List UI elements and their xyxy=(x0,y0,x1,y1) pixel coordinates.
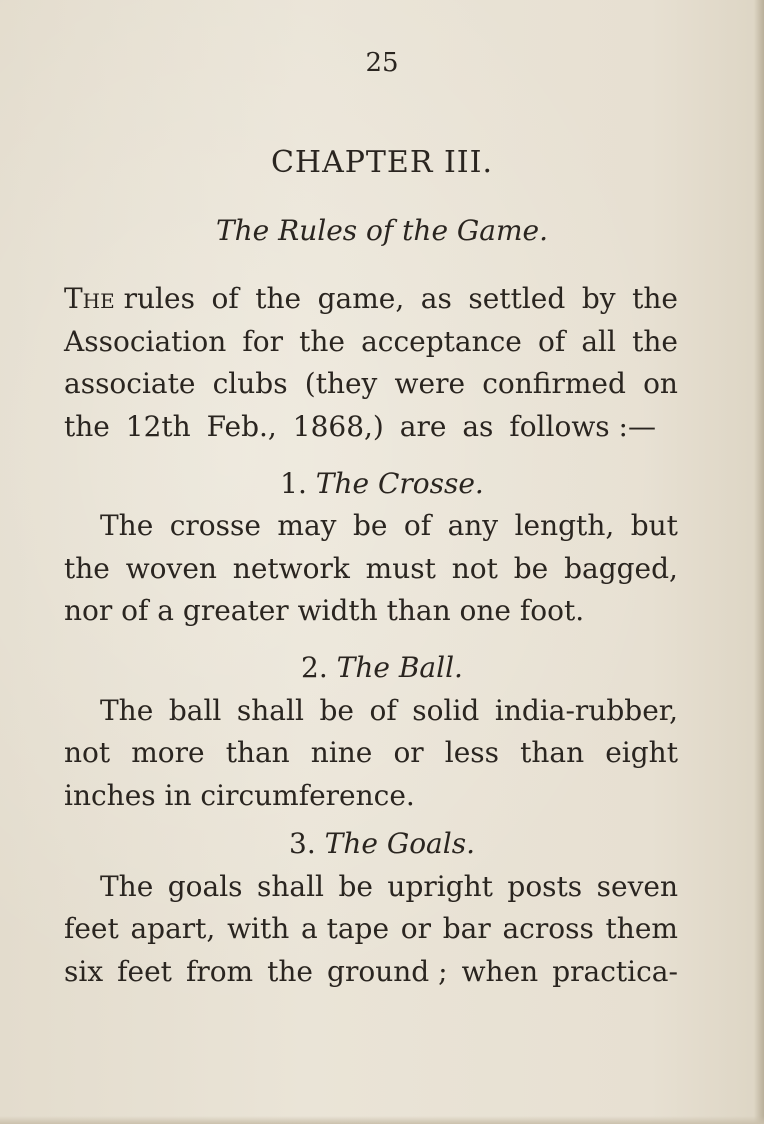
word: than xyxy=(225,736,290,769)
word: or xyxy=(393,736,424,769)
rule-title: The Crosse. xyxy=(315,467,484,500)
word: bagged, xyxy=(564,552,678,585)
word: confirmed xyxy=(482,367,626,400)
word: woven xyxy=(125,552,217,585)
word: any xyxy=(447,509,499,542)
rule-1-line-3: nor of a greater width than one foot. xyxy=(64,594,585,627)
word: nine xyxy=(310,736,373,769)
word: associate xyxy=(64,367,196,400)
word: must xyxy=(365,552,436,585)
word: all xyxy=(581,325,616,358)
word: not xyxy=(64,736,111,769)
intro-line-1 xyxy=(64,282,678,316)
intro-line-3 xyxy=(64,367,678,401)
intro-line-4 xyxy=(64,410,656,444)
rule-3-heading xyxy=(0,827,764,861)
word: of xyxy=(369,694,397,727)
word: as xyxy=(420,282,452,315)
word: solid xyxy=(412,694,480,727)
word: but xyxy=(630,509,678,542)
word: the xyxy=(255,282,302,315)
rule-title: The Ball. xyxy=(336,651,463,684)
word: for xyxy=(242,325,283,358)
rule-1-line-2 xyxy=(64,552,678,586)
word: india-rubber, xyxy=(494,694,678,727)
word: the xyxy=(267,955,313,988)
intro-lead-small-caps: The xyxy=(64,282,115,315)
word: upright xyxy=(387,870,493,903)
word: be xyxy=(352,509,388,542)
word: 12th xyxy=(125,410,191,443)
page-number: 25 xyxy=(365,48,399,78)
word: rules xyxy=(114,282,195,315)
rule-2-line-1 xyxy=(100,694,678,728)
word: be xyxy=(319,694,354,727)
rule-1-heading xyxy=(0,467,764,501)
word: shall xyxy=(257,870,325,903)
word: seven xyxy=(596,870,678,903)
word: be xyxy=(513,552,549,585)
word: crosse xyxy=(169,509,261,542)
word: by xyxy=(581,282,616,315)
rule-2-line-3: inches in circumference. xyxy=(64,779,415,812)
page-bottom-shadow xyxy=(0,1116,764,1124)
rule-number: 2. xyxy=(301,651,328,684)
word: as xyxy=(462,410,494,443)
word: apart, xyxy=(130,912,216,945)
word: on xyxy=(643,367,678,400)
word: with xyxy=(227,912,290,945)
word: posts xyxy=(507,870,583,903)
word: than xyxy=(520,736,585,769)
word: Association xyxy=(64,325,227,358)
word: bar xyxy=(442,912,491,945)
word: The xyxy=(100,509,154,542)
word: The xyxy=(100,870,154,903)
page-edge-shadow xyxy=(754,0,764,1124)
word: 1868,) xyxy=(292,410,384,443)
word: are xyxy=(399,410,447,443)
word: be xyxy=(338,870,373,903)
word: the xyxy=(632,325,678,358)
word: The xyxy=(100,694,154,727)
word: clubs xyxy=(212,367,288,400)
word: Feb., xyxy=(206,410,277,443)
rule-title: The Goals. xyxy=(324,827,475,860)
rule-1-line-1 xyxy=(100,509,678,543)
rule-3-line-2 xyxy=(64,912,678,946)
word: from xyxy=(185,955,254,988)
word: the xyxy=(632,282,678,315)
word: of xyxy=(403,509,432,542)
word: feet xyxy=(64,912,119,945)
word: of xyxy=(211,282,239,315)
rule-2-line-2 xyxy=(64,736,678,770)
rule-number: 3. xyxy=(289,827,316,860)
word: them xyxy=(605,912,678,945)
word: length, xyxy=(514,509,615,542)
word: ball xyxy=(168,694,222,727)
word: (they xyxy=(304,367,378,400)
word: a tape xyxy=(301,912,390,945)
word: across xyxy=(502,912,594,945)
rule-number: 1. xyxy=(280,467,307,500)
word: shall xyxy=(236,694,304,727)
word: network xyxy=(232,552,350,585)
word: ground ; xyxy=(327,955,448,988)
intro-line-2 xyxy=(64,325,678,359)
word: feet xyxy=(117,955,172,988)
word: game, xyxy=(317,282,405,315)
word: six xyxy=(64,955,104,988)
chapter-heading: CHAPTER III. xyxy=(270,145,494,180)
word: not xyxy=(451,552,498,585)
word: practica- xyxy=(552,955,678,988)
word: the xyxy=(64,552,110,585)
word: more xyxy=(131,736,205,769)
word: less xyxy=(444,736,500,769)
word: acceptance xyxy=(361,325,522,358)
word: when xyxy=(461,955,539,988)
word: follows :— xyxy=(509,410,656,443)
word: were xyxy=(394,367,466,400)
word: eight xyxy=(605,736,678,769)
word: goals xyxy=(167,870,243,903)
word: settled xyxy=(468,282,566,315)
word: of xyxy=(538,325,566,358)
chapter-subtitle: The Rules of the Game. xyxy=(215,214,549,247)
rule-3-line-3 xyxy=(64,955,678,989)
word: the xyxy=(64,410,110,443)
rule-3-line-1 xyxy=(100,870,678,904)
word: the xyxy=(299,325,345,358)
word: or xyxy=(400,912,432,945)
word: may xyxy=(277,509,337,542)
intro-line-1-start xyxy=(64,282,195,316)
rule-2-heading xyxy=(0,651,764,685)
